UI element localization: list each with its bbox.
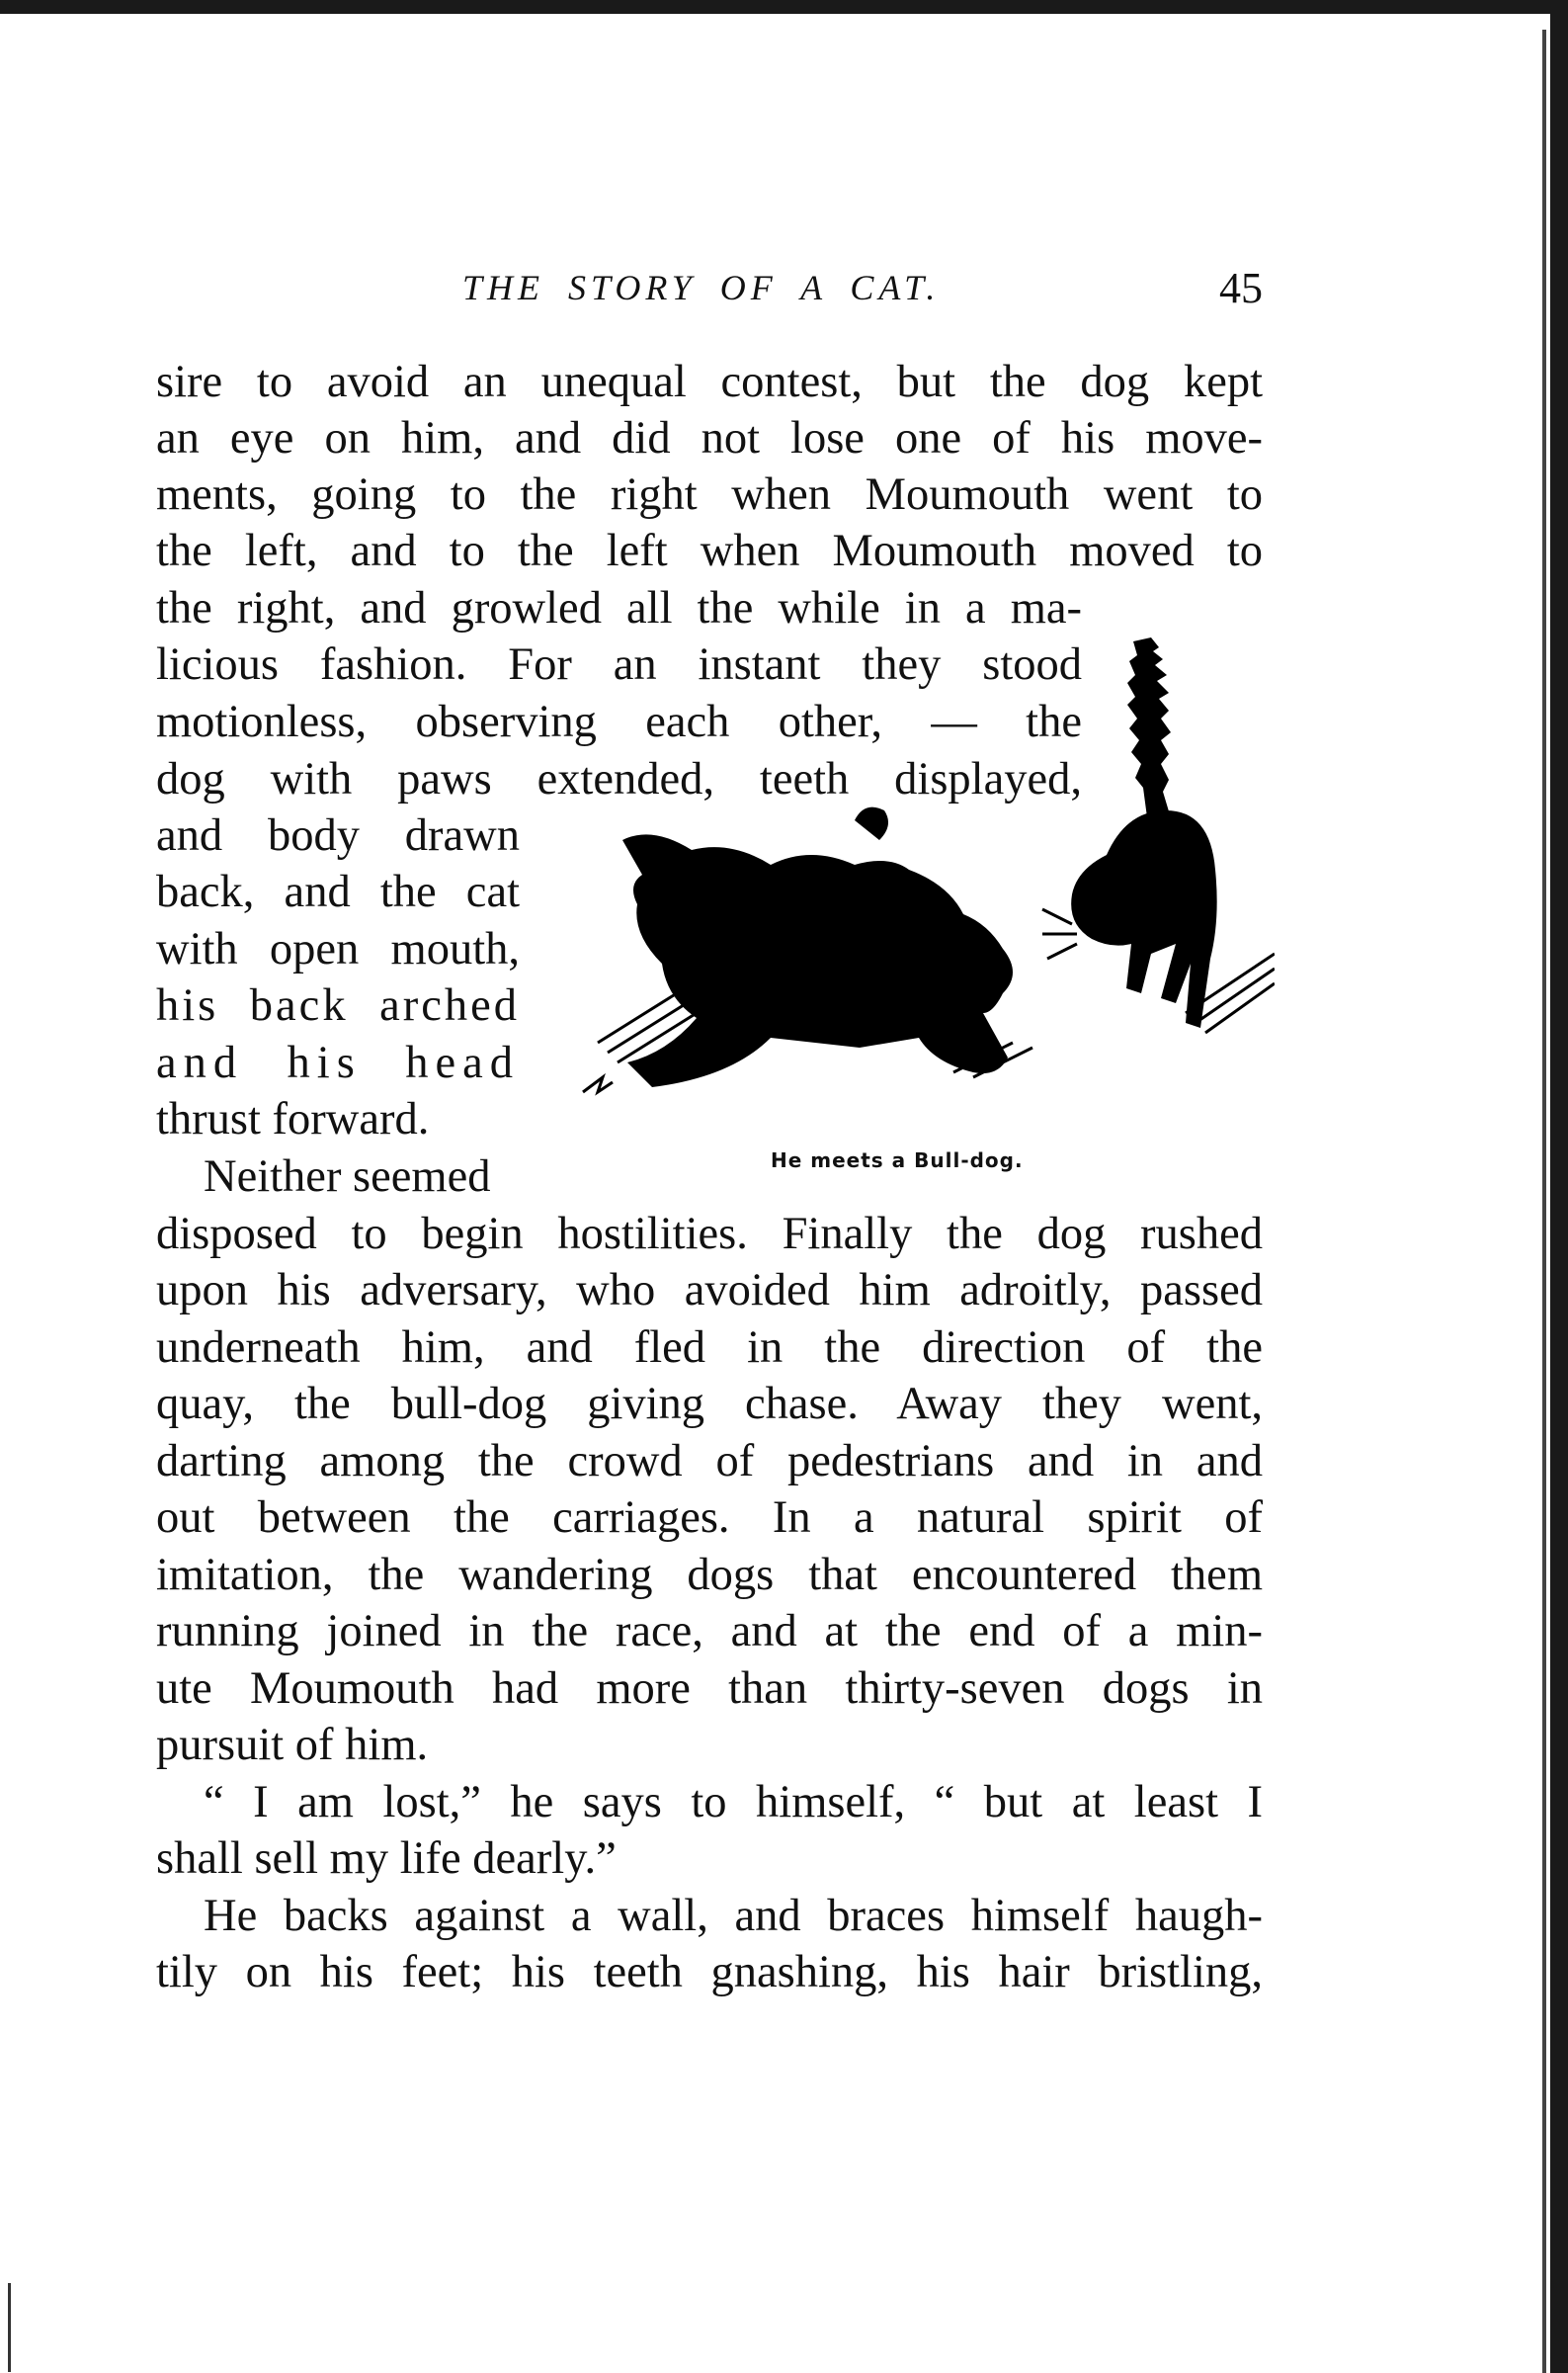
text-line: underneath him, and fled in the direction of the <box>156 1322 1263 1373</box>
cat-tail <box>1127 637 1171 817</box>
text-line: licious fashion. For an instant they stood <box>156 639 1082 690</box>
dog-ear <box>855 807 888 840</box>
text-line: Neither seemed <box>204 1151 491 1202</box>
text-line: with open mouth, <box>156 924 520 975</box>
text-line: and body drawn <box>156 810 520 861</box>
text-line: running joined in the race, and at the end of a min- <box>156 1606 1263 1656</box>
running-title: THE STORY OF A CAT. <box>462 268 941 307</box>
text-line: He backs against a wall, and braces himself haugh- <box>204 1891 1263 1941</box>
text-line: his back arched <box>156 980 520 1031</box>
text-line: shall sell my life dearly.” <box>156 1833 617 1884</box>
page-right-edge-line <box>1542 30 1546 2373</box>
text-line: out between the carriages. In a natural spirit of <box>156 1492 1263 1543</box>
text-line: pursuit of him. <box>156 1720 429 1770</box>
text-line: an eye on him, and did not lose one of his move- <box>156 413 1263 464</box>
text-line: motionless, observing each other, — the <box>156 697 1082 747</box>
silhouette-illustration <box>538 608 1275 1146</box>
text-line: darting among the crowd of pedestrians and in and <box>156 1436 1263 1486</box>
text-line: imitation, the wandering dogs that encountered them <box>156 1550 1263 1600</box>
text-line: the left, and to the left when Moumouth moved to <box>156 526 1263 576</box>
dog-body <box>622 834 1013 1087</box>
illustration-cat-and-bulldog <box>538 608 1275 1146</box>
text-line: ments, going to the right when Moumouth went to <box>156 469 1263 520</box>
page-right-edge <box>1550 0 1568 2373</box>
text-line: ute Moumouth had more than thirty-seven dogs in <box>156 1663 1263 1714</box>
text-line: quay, the bull-dog giving chase. Away they went, <box>156 1379 1263 1429</box>
page-number: 45 <box>1219 264 1263 312</box>
cat-body <box>1071 810 1217 1028</box>
page-top-edge <box>0 0 1568 14</box>
artist-mark <box>583 1077 613 1092</box>
text-line: tily on his feet; his teeth gnashing, his hair bristling, <box>156 1947 1263 1997</box>
text-line: dog with paws extended, teeth displayed, <box>156 754 1082 805</box>
page-left-mark <box>8 2283 11 2372</box>
text-line: upon his adversary, who avoided him adroitly, passed <box>156 1265 1263 1315</box>
text-line: the right, and growled all the while in a ma- <box>156 583 1082 634</box>
text-line: disposed to begin hostilities. Finally the dog rushed <box>156 1209 1263 1259</box>
text-line: and his head <box>156 1038 520 1088</box>
text-line: thrust forward. <box>156 1094 430 1144</box>
figure-caption: He meets a Bull-dog. <box>771 1148 1024 1172</box>
cat-whiskers <box>1042 909 1077 959</box>
text-line: sire to avoid an unequal contest, but the dog kept <box>156 357 1263 407</box>
text-line: back, and the cat <box>156 867 520 917</box>
running-header <box>156 264 1263 326</box>
text-line: “ I am lost,” he says to himself, “ but at least I <box>204 1777 1263 1827</box>
